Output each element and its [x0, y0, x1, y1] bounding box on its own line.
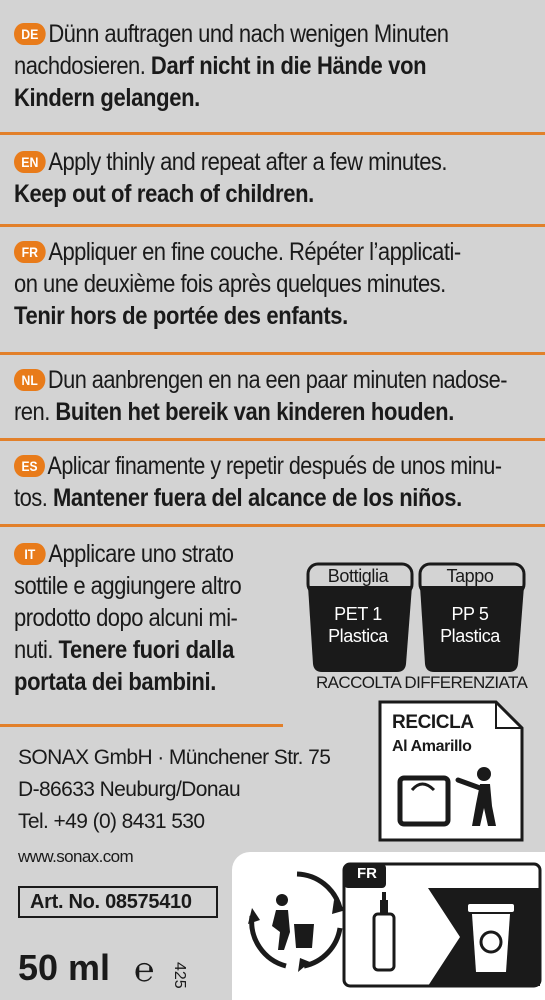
line: Keep out of reach of children. — [14, 180, 314, 208]
triman-icon — [242, 866, 352, 976]
website: www.sonax.com — [18, 847, 134, 866]
line: FR Appliquer en fine couche. Répéter l’applicati- — [14, 236, 469, 268]
line: ES Aplicar finamente y repetir después de unos minu- — [14, 450, 459, 482]
line: tos. Mantener fuera del alcance de los niños. — [14, 484, 462, 512]
line: DE Dünn auftragen und nach wenigen Minuten — [14, 18, 469, 50]
divider — [0, 132, 545, 135]
divider — [0, 438, 545, 441]
line: nuti. Tenere fuori dalla — [14, 636, 234, 664]
bin1-material — [310, 603, 406, 647]
line: on une deuxième fois après quelques minutes. — [14, 270, 446, 298]
line: prodotto dopo alcuni mi- — [14, 604, 238, 632]
recicla-subtitle: Al Amarillo — [392, 738, 472, 755]
address-line: SONAX GmbH · Münchener Str. 75 — [18, 746, 331, 769]
divider — [0, 724, 283, 727]
batch-code: 425 — [171, 962, 188, 989]
address-line: D-86633 Neuburg/Donau — [18, 778, 241, 801]
language-badge: FR — [14, 241, 46, 263]
language-badge: NL — [14, 369, 45, 391]
instructions-nl — [14, 364, 531, 428]
instructions-fr — [14, 236, 531, 332]
bin1-label: Bottiglia — [327, 566, 389, 586]
instructions-it — [14, 538, 285, 698]
raccolta-label: RACCOLTA DIFFERENZIATA — [316, 673, 528, 692]
recicla-title: RECICLA — [392, 712, 474, 733]
line: Tenir hors de portée des enfants. — [14, 302, 348, 330]
line: Kindern gelangen. — [14, 84, 200, 112]
divider — [0, 352, 545, 355]
divider — [0, 524, 545, 527]
bin2-type: Plastica — [440, 626, 500, 646]
triman-country: FR — [357, 865, 377, 882]
bin1-type: Plastica — [328, 626, 388, 646]
article-number: Art. No. 08575410 — [18, 886, 218, 918]
address-line: Tel. +49 (0) 8431 530 — [18, 810, 205, 833]
instructions-en — [14, 146, 531, 210]
language-badge: DE — [14, 23, 46, 45]
line: IT Applicare uno strato — [14, 538, 252, 570]
language-badge: EN — [14, 151, 46, 173]
divider — [0, 224, 545, 227]
instructions-es — [14, 450, 531, 514]
instructions-de — [14, 18, 531, 114]
volume: 50 ml — [18, 947, 111, 988]
bin2-material — [422, 603, 518, 647]
line: ren. Buiten het bereik van kinderen houden. — [14, 398, 454, 426]
bin1-code: PET 1 — [334, 604, 382, 624]
line: EN Apply thinly and repeat after a few minutes. — [14, 146, 469, 178]
bin2-label: Tappo — [446, 566, 494, 586]
line: NL Dun aanbrengen en na een paar minuten nadose- — [14, 364, 464, 396]
language-badge: IT — [14, 543, 46, 565]
bin2-code: PP 5 — [451, 604, 489, 624]
line: portata dei bambini. — [14, 668, 216, 696]
estimated-sign: ℮ — [134, 951, 155, 989]
line: sottile e aggiungere altro — [14, 572, 242, 600]
language-badge: ES — [14, 455, 45, 477]
line: nachdosieren. Darf nicht in die Hände von — [14, 52, 427, 80]
